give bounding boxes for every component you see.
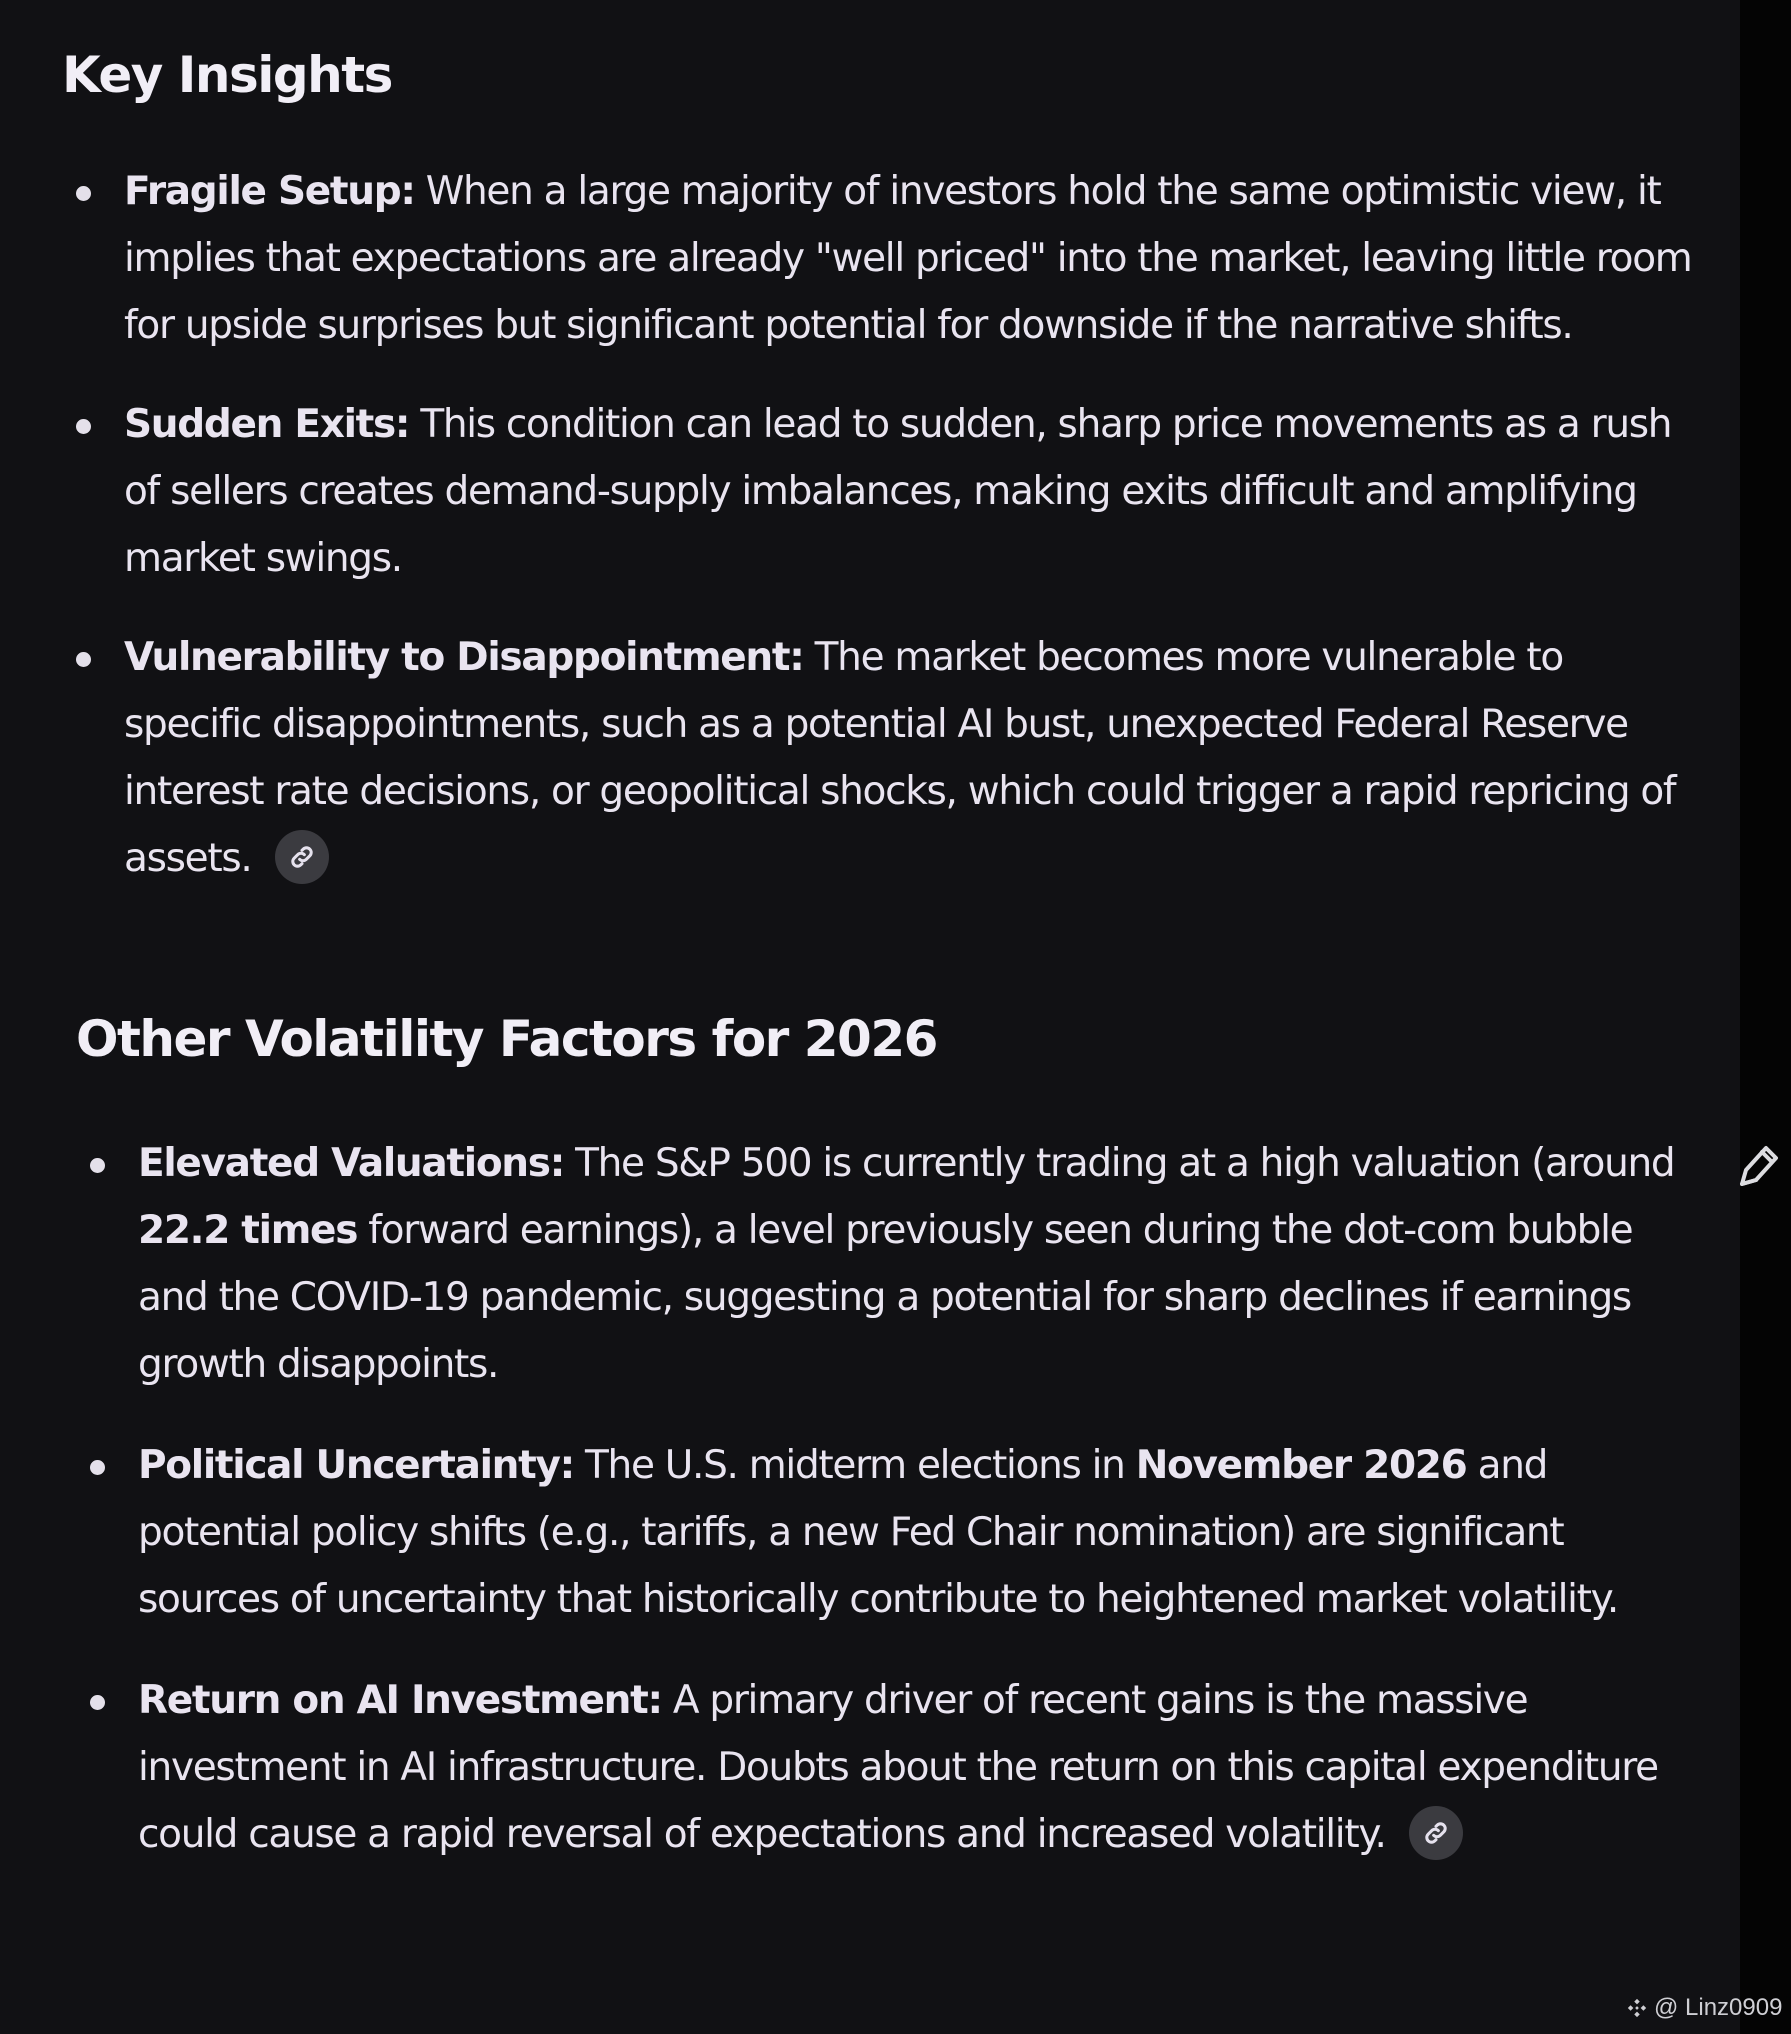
key-insights-list [62, 158, 1692, 892]
binance-logo-icon [1626, 1997, 1648, 2019]
item-term: Elevated Valuations: [138, 1141, 564, 1186]
section-heading-volatility-factors: Other Volatility Factors for 2026 [76, 1010, 937, 1068]
item-term: Return on AI Investment: [138, 1678, 662, 1723]
item-term: Fragile Setup: [124, 169, 415, 214]
item-text: forward earnings), a level previously seen during the dot-com bubble and the COVID-19 pandemic, suggesting a potential for sharp declines if earnings growth disappoints. [138, 1208, 1633, 1387]
item-term: Sudden Exits: [124, 402, 410, 447]
item-highlight: 22.2 times [138, 1208, 358, 1253]
link-icon [288, 843, 316, 871]
edit-pencil-icon[interactable] [1736, 1140, 1782, 1190]
citation-link-button[interactable] [1409, 1806, 1463, 1860]
list-item [62, 1432, 1692, 1633]
citation-link-button[interactable] [275, 830, 329, 884]
volatility-factors-list [62, 1130, 1692, 1868]
item-term: Vulnerability to Disappointment: [124, 635, 804, 680]
item-text: A primary driver of recent gains is the massive investment in AI infrastructure. Doubts about the return on this capital expenditure could cause a rapid reversal of expectations and increased volatility. [138, 1678, 1658, 1857]
item-text: When a large majority of investors hold the same optimistic view, it implies that expectations are already "well priced" into the market, leaving little room for upside surprises but significant potential for downside if the narrative shifts. [124, 169, 1692, 348]
list-item [62, 1130, 1692, 1398]
item-text: The U.S. midterm elections in [585, 1443, 1125, 1488]
item-term: Political Uncertainty: [138, 1443, 574, 1488]
response-content [62, 40, 1692, 1902]
item-text: and potential policy shifts (e.g., tariffs, a new Fed Chair nomination) are significant sources of uncertainty that historically contribute to heightened market volatility. [138, 1443, 1618, 1622]
list-item [62, 391, 1692, 592]
item-text: The S&P 500 is currently trading at a high valuation (around [575, 1141, 1675, 1186]
item-text: The market becomes more vulnerable to specific disappointments, such as a potential AI bust, unexpected Federal Reserve interest rate decisions, or geopolitical shocks, which could trigger a rapid repricing of assets. [124, 635, 1676, 881]
link-icon [1422, 1819, 1450, 1847]
watermark [1626, 1992, 1782, 2024]
screen-edge [1740, 0, 1791, 2034]
item-highlight: November 2026 [1135, 1443, 1467, 1488]
item-text: This condition can lead to sudden, sharp price movements as a rush of sellers creates demand-supply imbalances, making exits difficult and amplifying market swings. [124, 402, 1672, 581]
section-heading-key-insights: Key Insights [62, 46, 392, 104]
watermark-text: @ Linz0909 [1654, 1994, 1783, 2021]
list-item [62, 1667, 1692, 1868]
list-item [62, 624, 1692, 892]
list-item [62, 158, 1692, 359]
